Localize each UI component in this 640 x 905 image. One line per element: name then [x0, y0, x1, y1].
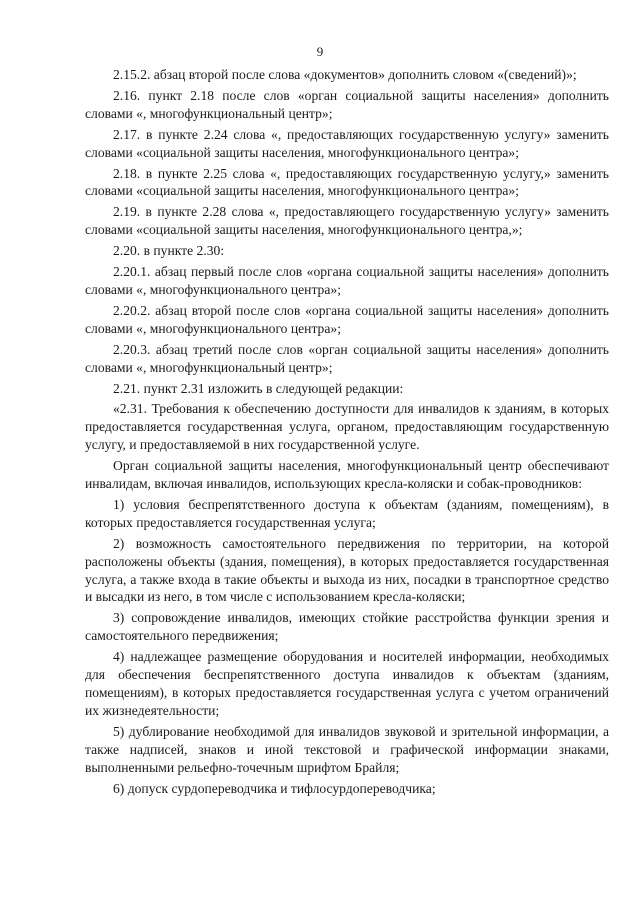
list-item-2: 2) возможность самостоятельного передвижения по территории, на которой расположены объекты (здания, помещения), в которых предоставляется государственная услуга, а также входа в такие объекты и выхода из них, посадки в транспортное средство и высадки из него, в том числе с использованием кресла-коляски; — [85, 535, 609, 605]
paragraph-2-20-1: 2.20.1. абзац первый после слов «органа социальной защиты населения» дополнить словами «, многофункционального центра»; — [85, 264, 609, 297]
list-item-6: 6) допуск сурдопереводчика и тифлосурдопереводчика; — [113, 780, 436, 796]
paragraph-2-21: 2.21. пункт 2.31 изложить в следующей редакции: — [113, 380, 404, 396]
paragraph-2-16: 2.16. пункт 2.18 после слов «орган социальной защиты населения» дополнить словами «, многофункциональный центр»; — [85, 87, 609, 121]
paragraph-2-20: 2.20. в пункте 2.30: — [113, 243, 225, 259]
paragraph-2-20-2: 2.20.2. абзац второй после слов «органа социальной защиты населения» дополнить словами «, многофункционального центра»; — [85, 302, 609, 336]
document-body — [85, 66, 609, 800]
paragraph-organ-obligations: Орган социальной защиты населения, многофункциональный центр обеспечивают инвалидам, включая инвалидов, использующих кресла-коляски и собак-проводников: — [85, 458, 609, 492]
page-number: 9 — [316, 44, 324, 59]
list-item-1: 1) условия беспрепятственного доступа к объектам (зданиям, помещениям), в которых предоставляется государственная услуга; — [85, 496, 609, 530]
paragraph-2-19: 2.19. в пункте 2.28 слова «, предоставляющего государственную услугу» заменить словами «социальной защиты населения, многофункционального центра,»; — [85, 204, 609, 238]
list-item-4: 4) надлежащее размещение оборудования и носителей информации, необходимых для обеспечения беспрепятственного доступа инвалидов к объектам (зданиям, помещениям), в которых предоставляется государственная услуга с учетом ограничений их жизнедеятельности; — [85, 649, 609, 718]
list-item-5: 5) дублирование необходимой для инвалидов звуковой и зрительной информации, а также надписей, знаков и иной текстовой и графической информации знаками, выполненными рельефно-точечным шрифтом Брайля; — [85, 723, 609, 775]
paragraph-2-15-2: 2.15.2. абзац второй после слова «документов» дополнить словом «(сведений)»; — [113, 67, 577, 82]
paragraph-2-18: 2.18. в пункте 2.25 слова «, предоставляющих государственную услугу,» заменить словами «социальной защиты населения, многофункционального центра»; — [85, 165, 609, 199]
list-item-3: 3) сопровождение инвалидов, имеющих стойкие расстройства функции зрения и самостоятельного передвижения; — [85, 610, 609, 644]
paragraph-2-17: 2.17. в пункте 2.24 слова «, предоставляющих государственную услугу» заменить словами «социальной защиты населения, многофункционального центра»; — [85, 126, 609, 160]
paragraph-2-31-quote: «2.31. Требования к обеспечению доступности для инвалидов к зданиям, в которых предоставляется государственная услуга, органом, предоставляющим государственную услугу, и предоставляемой в них государственной услуге. — [85, 401, 609, 453]
paragraph-2-20-3: 2.20.3. абзац третий после слов «орган социальной защиты населения» дополнить словами «, многофункциональный центр»; — [85, 341, 609, 375]
